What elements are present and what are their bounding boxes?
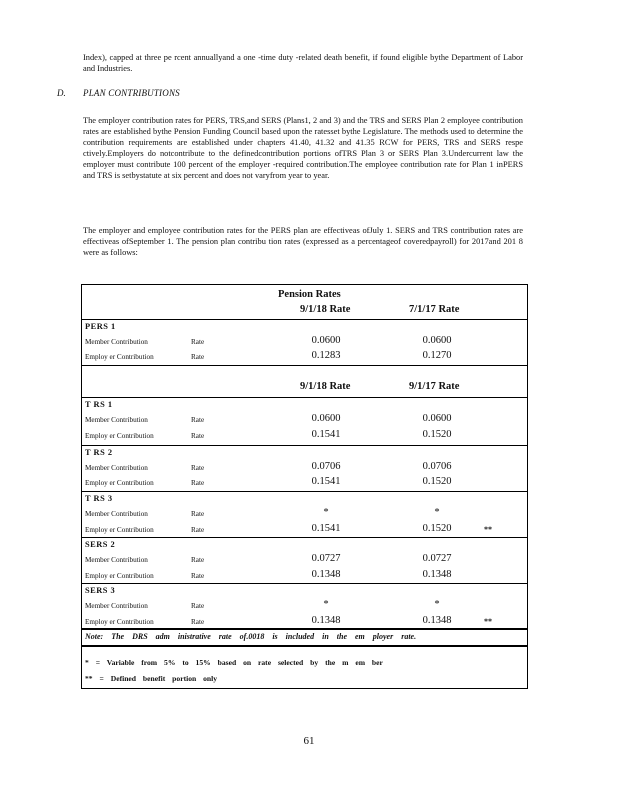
- footnote-defined-benefit: ** = Defined benefit portion only: [85, 674, 218, 683]
- row-label-rate: Rate: [191, 602, 205, 610]
- row-label: [85, 353, 205, 361]
- paragraph-contribution-rates: The employer contribution rates for PERS, TRS,and SERS (Plans1, 2 and 3) and the TRS and SERS Plan 2 employee contribution rates are established bythe Pension Funding Council based upon the ratesset bythe Legislature. The methods used to determine the contribution requirements are established under chapters 41.40, 41.32 and 41.35 RCW for PERS, TRS and SERS respe ctively.Employers do notcontribute to the definedcontribution portions ofTRS Plan 3 or SERS Plan 3.Undercurrent law the employer must contribute 100 percent of the employer -required contribution.The employee contribution rate for Plan 1 inPERS and TRS is setbystatute at six percent and does not varyfrom year to year.: [83, 116, 523, 180]
- row-label-text: Employ er Contribution: [85, 572, 154, 580]
- cell-value: 0.1348: [311, 569, 341, 580]
- pension-rates-table: [81, 284, 528, 689]
- row-label: [85, 618, 205, 626]
- cell-value: 0.1348: [311, 615, 341, 626]
- row-label: [85, 602, 205, 610]
- section-title: PLAN CONTRIBUTIONS: [83, 88, 180, 98]
- cell-value: 0.1270: [422, 350, 452, 361]
- group-title: SERS 3: [85, 586, 116, 595]
- section-letter: D.: [57, 88, 66, 98]
- row-label-text: Member Contribution: [85, 556, 148, 564]
- row-label-rate: Rate: [191, 556, 205, 564]
- paragraph-effective-dates: The employer and employee contribution rates for the PERS plan are effectiveas ofJuly 1. SERS and TRS contribution rates are effectiveas ofSeptember 1. The pension plan contribu tion rates (expressed as a percentageof coveredpayroll) for 2017and 201 8 were as follows:: [83, 226, 523, 257]
- col-header-2: 7/1/17 Rate: [409, 304, 460, 315]
- cell-value: 0.0600: [311, 413, 341, 424]
- divider: [82, 645, 527, 647]
- col-header-1b: 9/1/18 Rate: [300, 381, 351, 392]
- cell-value: 0.1348: [422, 569, 452, 580]
- page-number: 61: [303, 735, 315, 747]
- divider: [82, 365, 527, 366]
- row-label: [85, 432, 205, 440]
- row-label-text: Member Contribution: [85, 416, 148, 424]
- divider: [82, 628, 527, 630]
- cell-value: *: [434, 507, 440, 518]
- table-title: Pension Rates: [278, 289, 341, 300]
- cell-value: 0.0727: [311, 553, 341, 564]
- row-label: [85, 526, 205, 534]
- row-label-rate: Rate: [191, 618, 205, 626]
- row-label-rate: Rate: [191, 353, 205, 361]
- cell-value: 0.0706: [311, 461, 341, 472]
- row-label-rate: Rate: [191, 479, 205, 487]
- row-label-text: Member Contribution: [85, 510, 148, 518]
- cell-value: 0.0706: [422, 461, 452, 472]
- row-label-text: Member Contribution: [85, 464, 148, 472]
- row-label: [85, 556, 205, 564]
- divider: [82, 445, 527, 446]
- cell-value: 0.1520: [422, 476, 452, 487]
- row-label-rate: Rate: [191, 432, 205, 440]
- row-label: [85, 338, 205, 346]
- cell-value: 0.1541: [311, 476, 341, 487]
- top-paragraph: Index), capped at three pe rcent annuallyand a one -time duty -related death benefit, if found eligible bythe Department of Labor and Industries.: [83, 53, 523, 73]
- row-label-rate: Rate: [191, 416, 205, 424]
- row-label-rate: Rate: [191, 510, 205, 518]
- cell-value: *: [323, 507, 329, 518]
- row-label-text: Employ er Contribution: [85, 353, 154, 361]
- cell-value: 0.1541: [311, 523, 341, 534]
- cell-value: 0.1520: [422, 429, 452, 440]
- divider: [82, 397, 527, 398]
- col-header-1: 9/1/18 Rate: [300, 304, 351, 315]
- divider: [82, 319, 527, 320]
- row-label-text: Employ er Contribution: [85, 432, 154, 440]
- row-label: [85, 572, 205, 580]
- cell-value: 0.1541: [311, 429, 341, 440]
- cell-value: 0.0600: [422, 413, 452, 424]
- group-title: SERS 2: [85, 540, 116, 549]
- row-label: [85, 510, 205, 518]
- group-title: T RS 3: [85, 494, 113, 503]
- row-label: [85, 479, 205, 487]
- admin-rate-note: Note: The DRS adm inistrative rate of.0018 is included in the em ployer rate.: [85, 632, 417, 641]
- defined-benefit-mark: **: [484, 525, 492, 534]
- row-label-text: Employ er Contribution: [85, 526, 154, 534]
- group-title: PERS 1: [85, 322, 116, 331]
- cell-value: *: [323, 599, 329, 610]
- row-label-text: Member Contribution: [85, 338, 148, 346]
- cell-value: 0.0727: [422, 553, 452, 564]
- row-label-rate: Rate: [191, 526, 205, 534]
- divider: [82, 537, 527, 538]
- cell-value: 0.0600: [311, 335, 341, 346]
- footnote-variable: * = Variable from 5% to 15% based on rate selected by the m em ber: [85, 658, 383, 667]
- row-label: [85, 464, 205, 472]
- cell-value: *: [434, 599, 440, 610]
- divider: [82, 491, 527, 492]
- row-label-rate: Rate: [191, 464, 205, 472]
- defined-benefit-mark: **: [484, 617, 492, 626]
- row-label-rate: Rate: [191, 338, 205, 346]
- row-label-text: Employ er Contribution: [85, 479, 154, 487]
- row-label: [85, 416, 205, 424]
- cell-value: 0.1520: [422, 523, 452, 534]
- row-label-rate: Rate: [191, 572, 205, 580]
- col-header-2b: 9/1/17 Rate: [409, 381, 460, 392]
- cell-value: 0.1283: [311, 350, 341, 361]
- row-label-text: Member Contribution: [85, 602, 148, 610]
- group-title: T RS 1: [85, 400, 113, 409]
- group-title: T RS 2: [85, 448, 113, 457]
- cell-value: 0.0600: [422, 335, 452, 346]
- cell-value: 0.1348: [422, 615, 452, 626]
- divider: [82, 583, 527, 584]
- row-label-text: Employ er Contribution: [85, 618, 154, 626]
